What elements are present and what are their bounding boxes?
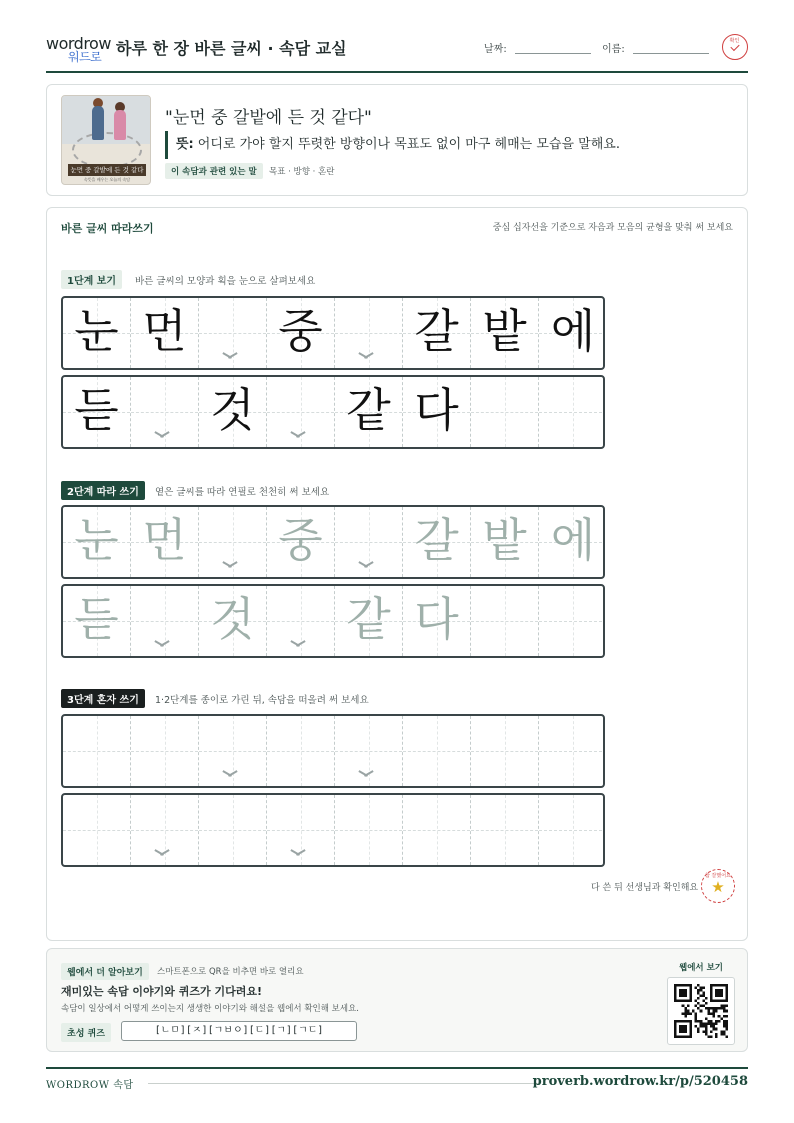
grid-character: 같	[346, 383, 391, 437]
meaning-text: 어디로 가야 할지 뚜렷한 방향이나 목표도 없이 마구 헤매는 모습을 말해요.	[197, 137, 620, 152]
qr-code-icon[interactable]	[667, 977, 735, 1045]
grid-cell	[335, 377, 403, 447]
grid-character: 밭	[482, 304, 527, 358]
step1-row1	[61, 296, 605, 370]
space-mark-icon	[359, 770, 373, 778]
practice-hint: 중심 십자선을 기준으로 자음과 모음의 균형을 맞춰 써 보세요	[492, 223, 733, 233]
web-info-section	[46, 948, 748, 1052]
grid-cell[interactable]	[471, 507, 539, 577]
grid-cell[interactable]	[403, 716, 471, 786]
meaning-label: 뜻:	[176, 137, 194, 152]
grid-character: 듣	[74, 592, 119, 646]
grid-cell[interactable]	[267, 795, 335, 865]
step2-label: 2단계 따라 쓰기	[61, 481, 145, 500]
space-mark-icon	[223, 352, 237, 360]
grid-cell	[403, 377, 471, 447]
grid-character: 에	[550, 304, 596, 358]
proverb-meaning	[165, 131, 620, 159]
grid-character: 먼	[142, 304, 187, 358]
space-mark-icon	[359, 561, 373, 569]
wordrow-logo	[46, 34, 111, 64]
grid-character: 듣	[74, 383, 119, 437]
grid-cell[interactable]	[471, 586, 539, 656]
stamp-text: 확인	[729, 38, 740, 44]
grid-cell	[539, 377, 605, 447]
name-blank[interactable]	[633, 53, 709, 54]
grid-character: 것	[210, 592, 255, 646]
name-field[interactable]	[602, 40, 709, 55]
logo-text-en: wordrow	[46, 34, 111, 53]
grid-cell[interactable]	[267, 507, 335, 577]
step2-row2[interactable]	[61, 584, 605, 658]
step3-desc: 1·2단계를 종이로 가린 뒤, 속담을 떠올려 써 보세요	[155, 695, 369, 706]
step1-desc: 바른 글씨의 모양과 획을 눈으로 살펴보세요	[135, 276, 316, 287]
grid-cell	[63, 298, 131, 368]
footer-line	[148, 1083, 538, 1084]
grid-cell[interactable]	[131, 507, 199, 577]
grid-character: 갈	[414, 304, 459, 358]
handwriting-practice-section	[46, 207, 748, 941]
grid-cell[interactable]	[63, 716, 131, 786]
date-field[interactable]	[484, 40, 591, 55]
teacher-check-note: 다 쓴 뒤 선생님과 확인해요	[591, 883, 699, 893]
space-mark-icon	[155, 849, 169, 857]
badge-text: 참 잘했어요	[705, 873, 731, 879]
grid-cell[interactable]	[63, 795, 131, 865]
grid-cell	[131, 377, 199, 447]
grid-character: 것	[210, 383, 255, 437]
grid-character: 다	[414, 383, 459, 437]
footer-divider	[46, 1067, 748, 1069]
grid-cell	[63, 377, 131, 447]
footer-url-link[interactable]: proverb.wordrow.kr/p/520458	[532, 1074, 748, 1089]
step3-row1[interactable]	[61, 714, 605, 788]
grid-cell[interactable]	[63, 507, 131, 577]
space-mark-icon	[155, 431, 169, 439]
grid-character: 눈	[74, 513, 119, 567]
grid-cell[interactable]	[131, 586, 199, 656]
date-label: 날짜:	[484, 44, 507, 55]
chosung-quiz: [ㄴㅁ][ㅈ][ㄱㅂㅇ][ㄷ][ㄱ][ㄱㄷ]	[121, 1021, 357, 1041]
step2-row1[interactable]	[61, 505, 605, 579]
space-mark-icon	[291, 849, 305, 857]
practice-title: 바른 글씨 따라쓰기	[61, 222, 154, 235]
proverb-title: "눈먼 중 갈밭에 든 것 같다"	[165, 108, 372, 128]
grid-character: 중	[278, 304, 323, 358]
page-title: 하루 한 장 바른 글씨 · 속담 교실	[116, 39, 347, 58]
grid-cell[interactable]	[539, 716, 605, 786]
web-headline: 재미있는 속담 이야기와 퀴즈가 기다려요!	[61, 985, 262, 998]
footer-brand: WORDROW 속담	[46, 1080, 134, 1091]
star-icon: ★	[711, 878, 725, 896]
grid-character: 갈	[414, 513, 459, 567]
grid-cell[interactable]	[199, 716, 267, 786]
grid-character: 다	[414, 592, 459, 646]
space-mark-icon	[359, 352, 373, 360]
grid-cell[interactable]	[199, 586, 267, 656]
step2-desc: 옅은 글씨를 따라 연필로 천천히 써 보세요	[155, 487, 330, 498]
step3-label: 3단계 혼자 쓰기	[61, 689, 145, 708]
grid-cell[interactable]	[267, 586, 335, 656]
space-mark-icon	[291, 640, 305, 648]
grid-character: 밭	[482, 513, 527, 567]
chosung-quiz-label: 초성 퀴즈	[61, 1023, 111, 1042]
grid-cell	[335, 298, 403, 368]
proverb-card	[46, 84, 748, 196]
grid-character: 먼	[142, 513, 187, 567]
space-mark-icon	[291, 431, 305, 439]
grid-cell	[471, 377, 539, 447]
grid-cell[interactable]	[403, 795, 471, 865]
web-more-label: 웹에서 더 알아보기	[61, 963, 149, 980]
grid-character: 중	[278, 513, 323, 567]
grid-cell	[471, 298, 539, 368]
grid-cell[interactable]	[335, 795, 403, 865]
header-divider	[46, 71, 748, 73]
grid-cell[interactable]	[267, 716, 335, 786]
grid-cell	[267, 377, 335, 447]
grid-cell	[199, 377, 267, 447]
grid-cell[interactable]	[539, 507, 605, 577]
grid-character: 같	[346, 592, 391, 646]
grid-cell[interactable]	[539, 795, 605, 865]
step3-row2[interactable]	[61, 793, 605, 867]
grid-cell[interactable]	[199, 795, 267, 865]
grid-character: 에	[550, 513, 596, 567]
grid-cell[interactable]	[131, 795, 199, 865]
space-mark-icon	[223, 770, 237, 778]
grid-cell[interactable]	[403, 586, 471, 656]
web-description: 속담이 일상에서 어떻게 쓰이는지 생생한 이야기와 해설을 웹에서 확인해 보세요.	[61, 1004, 359, 1014]
check-stamp-icon	[722, 34, 748, 60]
step1-row2	[61, 375, 605, 449]
grid-cell	[199, 298, 267, 368]
proverb-illustration	[61, 95, 151, 185]
space-mark-icon	[223, 561, 237, 569]
qr-label: 웹에서 보기	[678, 963, 723, 973]
grid-cell[interactable]	[131, 716, 199, 786]
grid-cell[interactable]	[471, 795, 539, 865]
page-header	[46, 30, 748, 72]
grid-cell[interactable]	[63, 586, 131, 656]
related-words: 목표 · 방향 · 혼란	[269, 167, 335, 177]
grid-cell[interactable]	[335, 586, 403, 656]
good-job-badge	[701, 869, 735, 903]
date-blank[interactable]	[515, 53, 591, 54]
space-mark-icon	[155, 640, 169, 648]
grid-cell[interactable]	[199, 507, 267, 577]
name-label: 이름:	[602, 44, 625, 55]
related-words-label: 이 속담과 관련 있는 말	[165, 163, 263, 179]
web-qr-hint: 스마트폰으로 QR을 비추면 바로 열리요	[157, 967, 304, 977]
illustration-caption: 눈먼 중 갈밭에 든 것 같다	[68, 164, 146, 176]
logo-text-ko: 워드로	[68, 50, 102, 64]
grid-cell	[539, 298, 605, 368]
grid-cell	[403, 298, 471, 368]
grid-cell[interactable]	[335, 507, 403, 577]
grid-cell[interactable]	[403, 507, 471, 577]
grid-cell	[267, 298, 335, 368]
illustration-subcaption: 속뜻을 배우는 오늘의 속담	[83, 177, 131, 182]
grid-cell	[131, 298, 199, 368]
grid-cell[interactable]	[335, 716, 403, 786]
grid-character: 눈	[74, 304, 119, 358]
grid-cell[interactable]	[471, 716, 539, 786]
step1-label: 1단계 보기	[61, 270, 122, 289]
grid-cell[interactable]	[539, 586, 605, 656]
